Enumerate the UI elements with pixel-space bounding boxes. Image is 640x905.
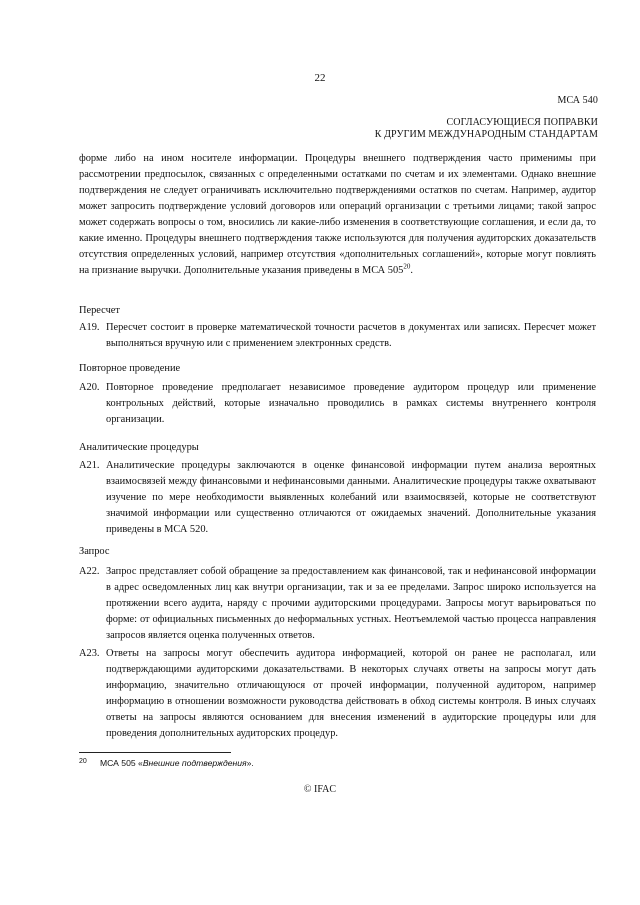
paragraph-a23 bbox=[79, 646, 596, 742]
paragraph-a22 bbox=[79, 564, 596, 644]
paragraph-a19 bbox=[79, 320, 596, 352]
heading-recalculation: Пересчет bbox=[79, 305, 120, 316]
heading-inquiry: Запрос bbox=[79, 546, 110, 557]
running-header bbox=[375, 117, 598, 141]
paragraph-text: Пересчет состоит в проверке математической точности расчетов в документах или записях. Пересчет может выполняться вручную или с применением электронных средств. bbox=[106, 322, 596, 349]
paragraph-number: A21. bbox=[79, 460, 100, 471]
paragraph-number: A19. bbox=[79, 322, 100, 333]
paragraph-text: Ответы на запросы могут обеспечить аудитора информацией, которой он ранее не располагал, или подтверждающими аудиторскими доказательствами. В некоторых случаях ответы на запросы могут дать информацию, значительно отличающуюся от прочей информации, полученной аудитором, например информацию в отношении возможности руководства действовать в обход системы контроля. В иных случаях ответы на запросы являются основанием для внесения изменений в аудиторские процедуры или для проведения дополнительных аудиторских процедур. bbox=[106, 648, 596, 739]
intro-end: . bbox=[410, 265, 413, 276]
footnote-number: 20 bbox=[79, 758, 87, 765]
heading-analytical-procedures: Аналитические процедуры bbox=[79, 442, 199, 453]
paragraph-number: A22. bbox=[79, 566, 100, 577]
running-header-line-2: К ДРУГИМ МЕЖДУНАРОДНЫМ СТАНДАРТАМ bbox=[374, 129, 598, 140]
footnote-suffix: ». bbox=[246, 758, 254, 768]
paragraph-number: A23. bbox=[79, 648, 100, 659]
heading-reperformance: Повторное проведение bbox=[79, 363, 181, 374]
intro-paragraph bbox=[79, 151, 596, 279]
paragraph-text: Повторное проведение предполагает независимое проведение аудитором процедур или применение контрольных действий, которые изначально проводились в рамках системы внутреннего контроля организации. bbox=[106, 382, 596, 425]
footnote-text bbox=[100, 758, 254, 768]
paragraph-a20 bbox=[79, 380, 596, 428]
paragraph-text: Аналитические процедуры заключаются в оценке финансовой информации путем анализа вероятных взаимосвязей между финансовыми и нефинансовыми данными. Аналитические процедуры также охватывают изучение по мере необходимости выявленных колебаний или взаимосвязей, которые не соответствуют значимой информации или существенно отличаются от ожидаемых значений. Дополнительные указания приведены в МСА 520. bbox=[106, 460, 596, 535]
footnote bbox=[79, 758, 254, 768]
footnote-title: Внешние подтверждения bbox=[142, 758, 247, 768]
paragraph-text: Запрос представляет собой обращение за предоставлением как финансовой, так и нефинансовой информации в адрес осведомленных лиц как внутри организации, так и за ее пределами. Запрос широко используется на протяжении всего аудита, наряду с прочими аудиторскими процедурами. Запросы могут варьироваться по форме: от официальных письменных до неформальных устных. Неотъемлемой частью процесса направления запросов является оценка полученных ответов. bbox=[106, 566, 596, 641]
running-header-line-1: СОГЛАСУЮЩИЕСЯ ПОПРАВКИ bbox=[446, 117, 598, 128]
paragraph-number: A20. bbox=[79, 382, 100, 393]
footnote-divider bbox=[79, 752, 231, 753]
footnote-ref[interactable]: 20 bbox=[403, 262, 411, 271]
copyright-footer: © IFAC bbox=[303, 784, 337, 795]
intro-text: форме либо на ином носителе информации. Процедуры внешнего подтверждения часто применимы при рассмотрении предпосылок, связанных с определенными остатками по счетам и их элементами. Однако внешние подтверждения не следует ограничивать исключительно подтверждениями остатков по счетам. Например, аудитор может запросить подтверждение условий договоров или операций организации с третьими лицами; такой запрос может содержать вопросы о том, вносились ли какие-либо изменения в соответствующие соглашения, и если да, то какие именно. Процедуры внешнего подтверждения также используются для получения аудиторских доказательств отсутствия определенных условий, например отсутствия «дополнительных соглашений», которые могут повлиять на признание выручки. Дополнительные указания приведены в МСА 505 bbox=[79, 153, 596, 276]
footnote-prefix: МСА 505 « bbox=[100, 758, 143, 768]
standard-code: МСА 540 bbox=[557, 95, 598, 106]
page-number: 22 bbox=[314, 72, 326, 84]
paragraph-a21 bbox=[79, 458, 596, 538]
